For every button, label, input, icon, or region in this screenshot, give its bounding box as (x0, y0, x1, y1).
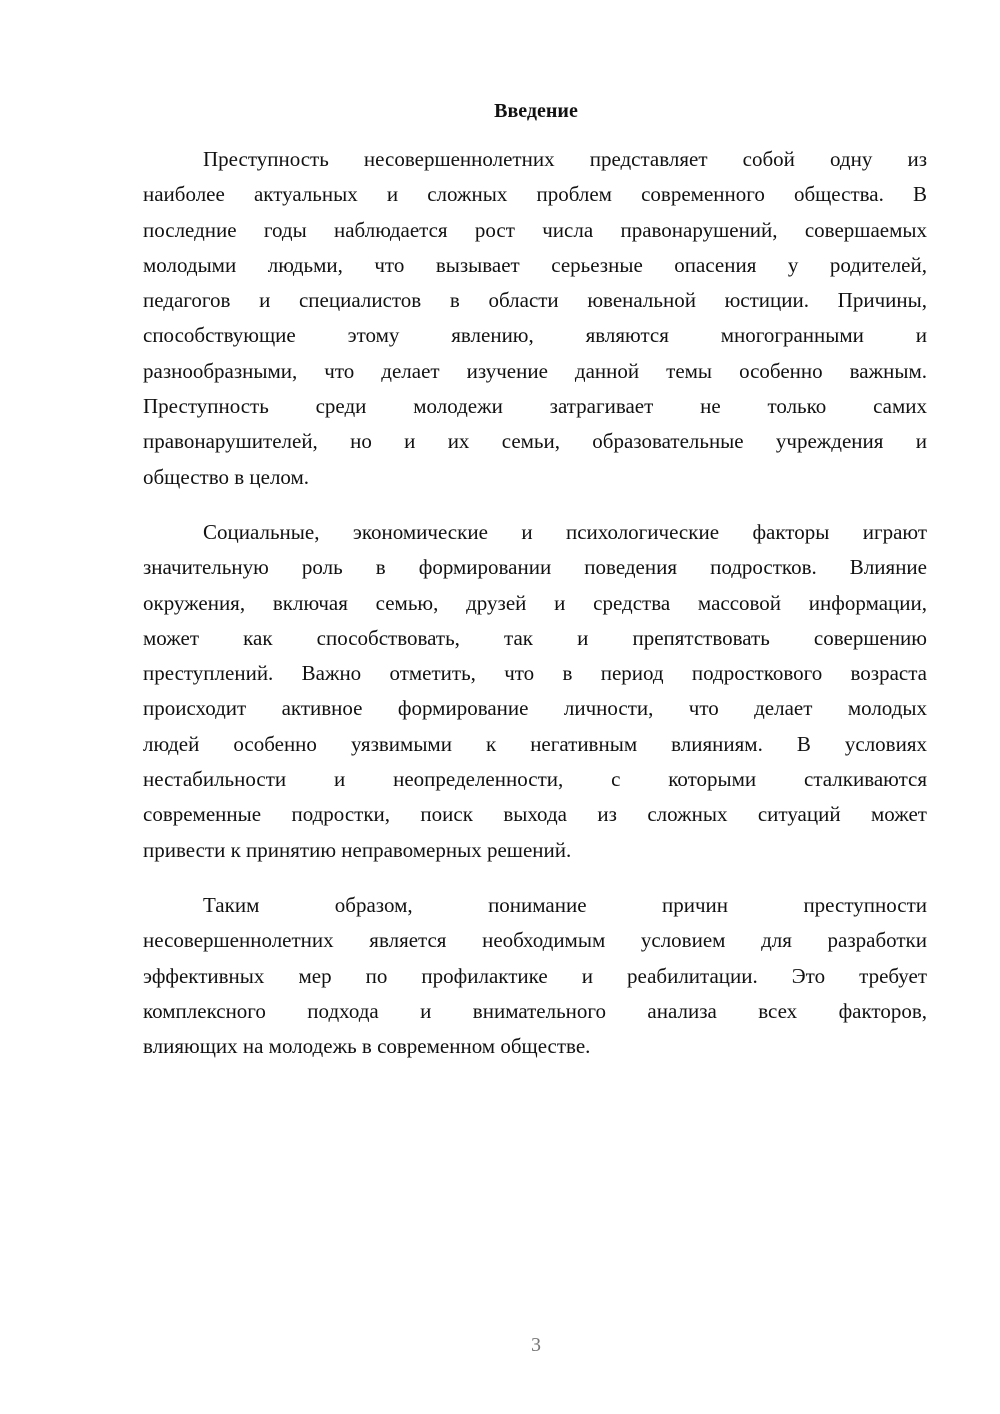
text-line: наиболее актуальных и сложных проблем современного общества. В (143, 182, 927, 207)
text-line: Преступность несовершеннолетних представляет собой одну из (203, 147, 927, 171)
text-line: разнообразными, что делает изучение данной темы особенно важным. (143, 358, 927, 383)
document-body (143, 142, 927, 1084)
text-line: Социальные, экономические и психологические факторы играют (203, 519, 927, 544)
text-line: современные подростки, поиск выхода из сложных ситуаций может (143, 802, 927, 827)
text-line: несовершеннолетних является необходимым условием для разработки (143, 928, 927, 953)
text-line: может как способствовать, так и препятствовать совершению (143, 625, 927, 650)
text-line: привести к принятию неправомерных решений. (143, 837, 572, 862)
text-line: способствующие этому явлению, являются многогранными и (143, 323, 927, 348)
text-line: эффективных мер по профилактике и реабилитации. Это требует (143, 963, 927, 988)
text-line: окружения, включая семью, друзей и средства массовой информации, (143, 590, 927, 615)
text-line: нестабильности и неопределенности, с которыми сталкиваются (143, 767, 927, 792)
page-number: 3 (531, 1334, 541, 1356)
text-line: Преступность среди молодежи затрагивает не только самих (143, 394, 927, 419)
paragraph (143, 515, 927, 868)
paragraph (143, 888, 927, 1064)
text-line: последние годы наблюдается рост числа правонарушений, совершаемых (143, 217, 927, 242)
text-line: правонарушителей, но и их семьи, образовательные учреждения и (143, 429, 927, 454)
paragraph (143, 142, 927, 495)
text-line: педагогов и специалистов в области ювенальной юстиции. Причины, (143, 288, 927, 313)
page-title: Введение (494, 100, 578, 122)
text-line: комплексного подхода и внимательного анализа всех факторов, (143, 998, 927, 1023)
text-line: преступлений. Важно отметить, что в период подросткового возраста (143, 661, 927, 686)
text-line: Таким образом, понимание причин преступности (203, 892, 927, 917)
text-line: значительную роль в формировании поведения подростков. Влияние (143, 555, 927, 580)
text-line: влияющих на молодежь в современном обществе. (143, 1034, 591, 1059)
text-line: общество в целом. (143, 464, 310, 489)
text-line: людей особенно уязвимыми к негативным влияниям. В условиях (143, 731, 927, 756)
text-line: происходит активное формирование личности, что делает молодых (143, 696, 927, 721)
text-line: молодыми людьми, что вызывает серьезные опасения у родителей, (143, 252, 927, 277)
